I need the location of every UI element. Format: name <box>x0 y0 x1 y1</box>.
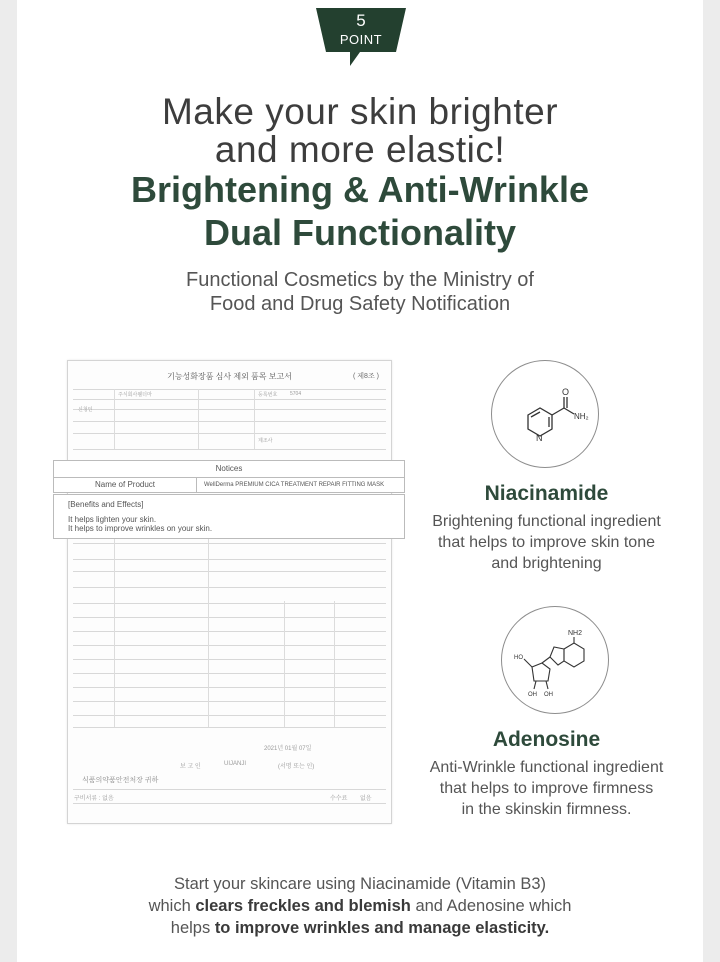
company-cell: 주식회사웰더마 <box>118 392 152 398</box>
notice-benefits-box <box>53 494 405 539</box>
nitrogen-label: N <box>536 433 543 443</box>
badge-number: 5 <box>356 11 366 30</box>
subtitle-line-2: Food and Drug Safety Notification <box>209 293 511 315</box>
reg-value-cell: 5704 <box>290 391 302 397</box>
applicant-cell: 신청인 <box>78 407 93 413</box>
bottom-line-2-c: and Adenosine which <box>410 897 572 915</box>
bottom-line-3-a: helps <box>170 919 215 937</box>
adenosine-nh2-label: NH2 <box>568 630 583 637</box>
point-badge <box>316 8 406 66</box>
niacinamide-desc-1: Brightening functional ingredient <box>432 513 661 530</box>
reg-label-cell: 등록번호 <box>258 392 278 398</box>
bottom-line-1: Start your skincare using Niacinamide (Vitamin B3) <box>173 875 546 893</box>
badge-label: POINT <box>339 32 383 47</box>
notice-header-box <box>53 460 405 478</box>
oh-label-2: OH <box>544 692 553 698</box>
benefit-1: It helps lighten your skin. <box>68 515 157 524</box>
bottom-line-3-bold: to improve wrinkles and manage elasticity. <box>214 919 550 937</box>
headline-line-2: and more elastic! <box>214 129 506 170</box>
niacinamide-desc-3: and brightening <box>491 555 602 572</box>
headline-line-1: Make your skin brighter <box>161 91 559 132</box>
oh-label-1: OH <box>528 692 537 698</box>
product-detail-page <box>17 0 703 962</box>
sign-cell: (서명 또는 인) <box>278 764 315 770</box>
notice-header: Notices <box>215 464 243 473</box>
notice-overlay <box>53 460 405 540</box>
adenosine-name: Adenosine <box>492 728 601 751</box>
niacinamide-molecule <box>491 360 599 468</box>
oxygen-label: O <box>562 387 570 397</box>
subtitle-line-1: Functional Cosmetics by the Ministry of <box>186 269 534 291</box>
bottom-line-2-bold: clears freckles and blemish <box>195 897 411 915</box>
fee-cell: 수수료 <box>330 796 348 802</box>
document-title: 기능성화장품 심사 제외 품목 보고서 <box>167 372 292 381</box>
title-line-1: Brightening & Anti-Wrinkle <box>131 169 589 210</box>
reporter-cell: 보 고 인 <box>180 764 201 770</box>
title-line-2: Dual Functionality <box>203 212 516 253</box>
adenosine-desc-2: that helps to improve firmness <box>439 780 654 797</box>
ho-label: HO <box>514 655 523 661</box>
adenosine-molecule <box>501 606 609 714</box>
bottom-line-3 <box>17 917 703 939</box>
bottom-line-2 <box>17 895 703 917</box>
benefit-2: It helps to improve wrinkles on your skin. <box>68 524 213 533</box>
notification-document <box>67 360 392 824</box>
document-code: ( 제8조 ) <box>353 373 379 380</box>
niacinamide-name: Niacinamide <box>484 482 609 505</box>
notice-product-row <box>53 477 405 493</box>
attachments-cell: 구비서류 : 없음 <box>74 796 114 802</box>
bottom-line-2-a: which <box>148 897 196 915</box>
ministry-cell: 식품의약품안전처장 귀하 <box>82 777 159 784</box>
adenosine-desc-3: in the skinskin firmness. <box>461 801 632 818</box>
manufacturer-cell: 제조사 <box>258 438 273 444</box>
product-value: WellDerma PREMIUM CICA TREATMENT REPAIR FITTING MASK <box>204 482 385 488</box>
adenosine-desc-1: Anti-Wrinkle functional ingredient <box>429 759 664 776</box>
niacinamide-desc-2: that helps to improve skin tone <box>437 534 655 551</box>
fee-value-cell: 없음 <box>360 796 372 802</box>
nh2-label: NH₂ <box>574 412 589 421</box>
product-label: Name of Product <box>54 478 197 492</box>
reporter-name-cell: UIJANJI <box>224 761 247 767</box>
date-cell: 2021년 01월 07일 <box>264 746 312 752</box>
benefits-label: [Benefits and Effects] <box>68 500 144 509</box>
